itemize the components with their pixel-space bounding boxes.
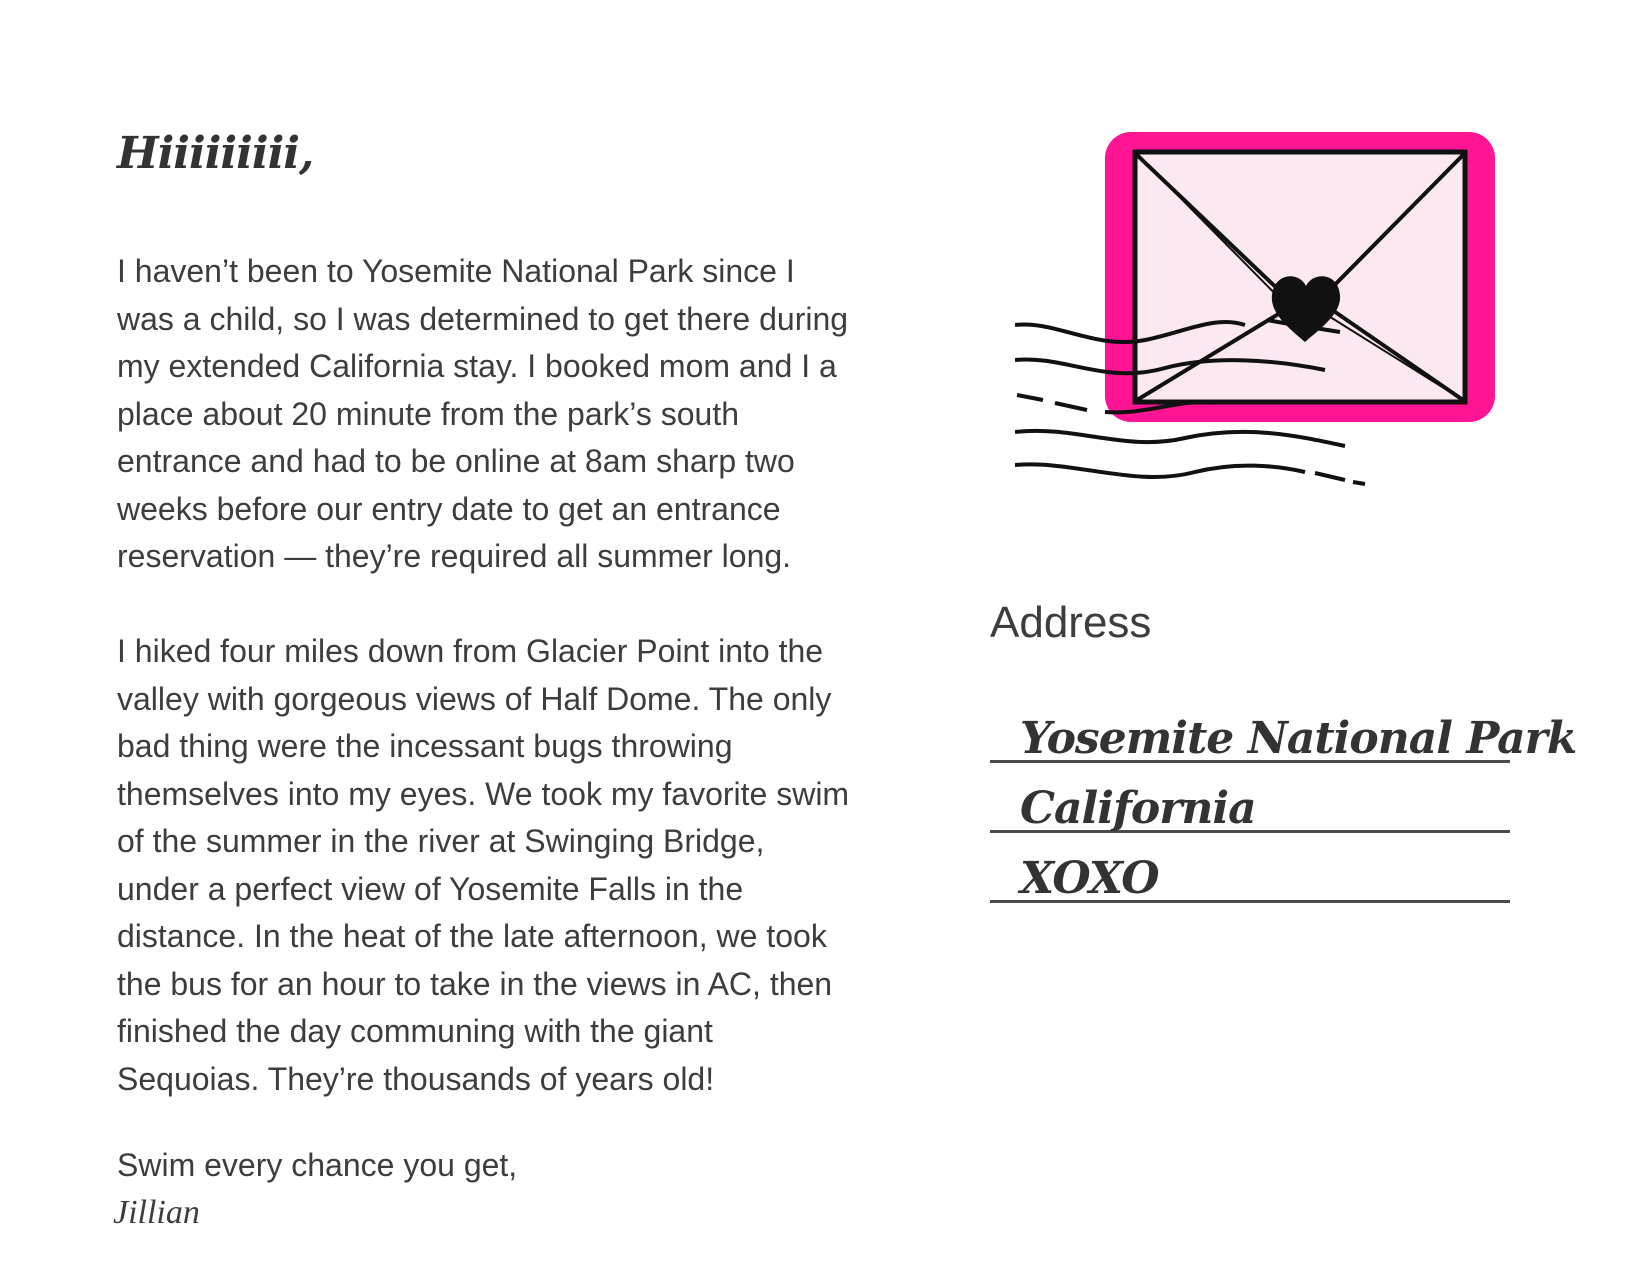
paragraph-2: I hiked four miles down from Glacier Point into the valley with gorgeous views of Half Dome. The only bad thing were the incessant bugs throwing themselves into my eyes. We took my favorite swim of the summer in the river at Swinging Bridge, under a perfect view of Yosemite Falls in the distance. In the heat of the late afternoon, we took the bus for an hour to take in the views in AC, then finished the day communing with the giant Sequoias. They’re thousands of years old! bbox=[117, 633, 850, 1097]
address-label: Address bbox=[990, 598, 1152, 647]
address-line-1 bbox=[990, 690, 1577, 764]
address-line-1-text: Yosemite National Park bbox=[1020, 713, 1577, 764]
envelope-stamp-icon bbox=[1015, 120, 1525, 510]
greeting: Hiiiiiiiii, bbox=[117, 128, 314, 179]
paragraph-1: I haven’t been to Yosemite National Park since I was a child, so I was determined to get there during my extended California stay. I booked mom and I a place about 20 minute from the park’s south entrance and had to be online at 8am sharp two weeks before our entry date to get an entrance reservation — they’re required all summer long. bbox=[117, 253, 849, 574]
closing-line: Swim every chance you get, bbox=[117, 1147, 518, 1183]
address-line-3 bbox=[990, 830, 1510, 903]
address-line-3-text: XOXO bbox=[1020, 853, 1159, 904]
signature: Jillian bbox=[113, 1194, 200, 1231]
address-line-2 bbox=[990, 760, 1510, 833]
letter-body bbox=[117, 248, 907, 1151]
address-line-2-text: California bbox=[1020, 783, 1256, 834]
